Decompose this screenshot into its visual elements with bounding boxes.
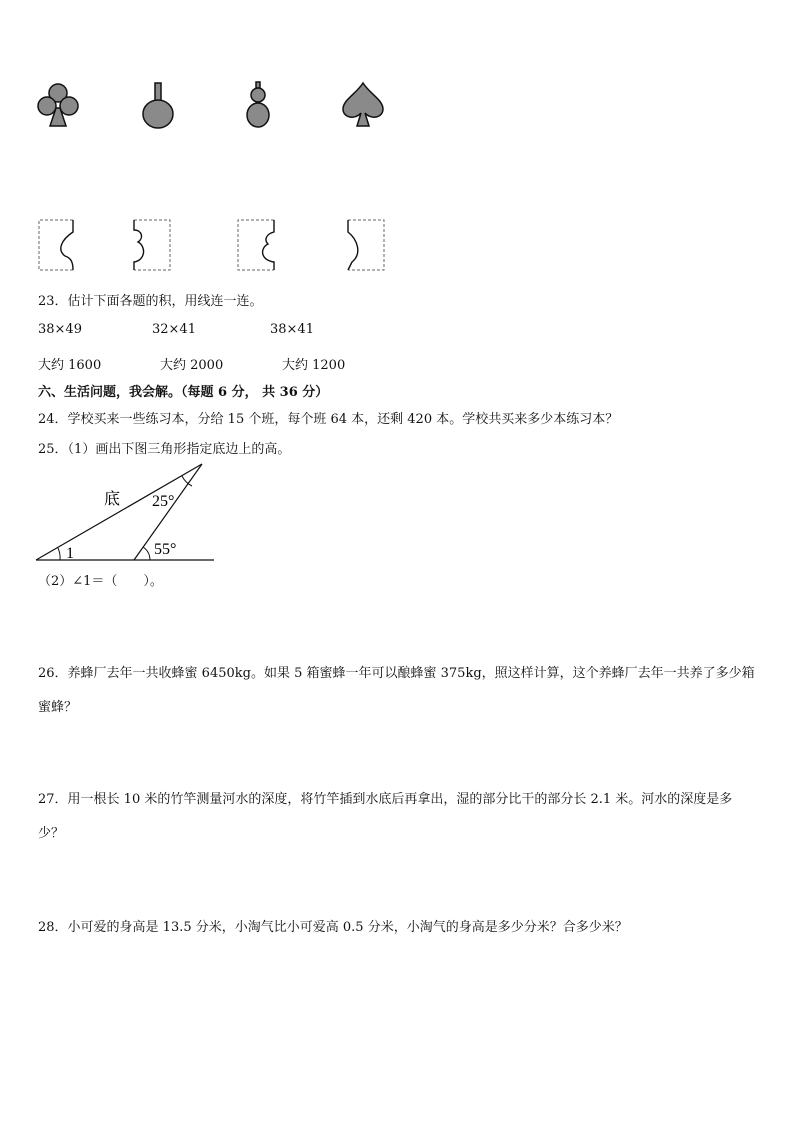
round-flask-icon: [140, 80, 176, 130]
angle-left-label: 1: [66, 545, 74, 562]
triangle-base-label: 底: [104, 489, 121, 508]
club-icon: [36, 82, 80, 130]
triangle-figure: [30, 458, 230, 568]
q23-prompt: 23．估计下面各题的积，用线连一连。: [38, 294, 263, 309]
q27-text: 27．用一根长 10 米的竹竿测量河水的深度，将竹竿插到水底后再拿出，湿的部分比干的部分长 2.1 米。河水的深度是多少？: [38, 792, 733, 841]
half-shape-left-bumps-icon: [132, 218, 174, 274]
half-shape-right-bumps-icon: [236, 218, 278, 274]
q26-text: 26．养蜂厂去年一共收蜂蜜 6450kg。如果 5 箱蜜蜂一年可以酿蜂蜜 375kg，照这样计算，这个养蜂厂去年一共养了多少箱蜜蜂？: [38, 666, 755, 715]
q23-estimate-3: 大约 1200: [282, 358, 346, 373]
gourd-icon: [243, 80, 273, 130]
angle-top-label: 25°: [152, 493, 175, 510]
q23-expression-1: 38×49: [38, 322, 82, 337]
q23-estimate-2: 大约 2000: [160, 358, 224, 373]
q28-text: 28．小可爱的身高是 13.5 分米，小淘气比小可爱高 0.5 分米，小淘气的身高是多少分米？合多少米？: [38, 920, 628, 935]
q23-expression-3: 38×41: [270, 322, 314, 337]
spade-icon: [340, 80, 386, 130]
q23-estimate-1: 大约 1600: [38, 358, 102, 373]
q24-text: 24．学校买来一些练习本，分给 15 个班，每个班 64 本，还剩 420 本。学校共买来多少本练习本？: [38, 412, 619, 427]
angle-right-label: 55°: [154, 541, 177, 558]
q23-expression-2: 32×41: [152, 322, 196, 337]
q25-part1: 25．（1）画出下图三角形指定底边上的高。: [38, 442, 291, 457]
half-shape-left-curve-icon: [346, 218, 388, 274]
q25-part2: （2）∠1＝（ ）。: [38, 574, 163, 589]
section6-heading: 六、生活问题，我会解。（每题 6 分， 共 36 分）: [38, 385, 329, 400]
half-shape-right-cutout-icon: [37, 218, 77, 274]
